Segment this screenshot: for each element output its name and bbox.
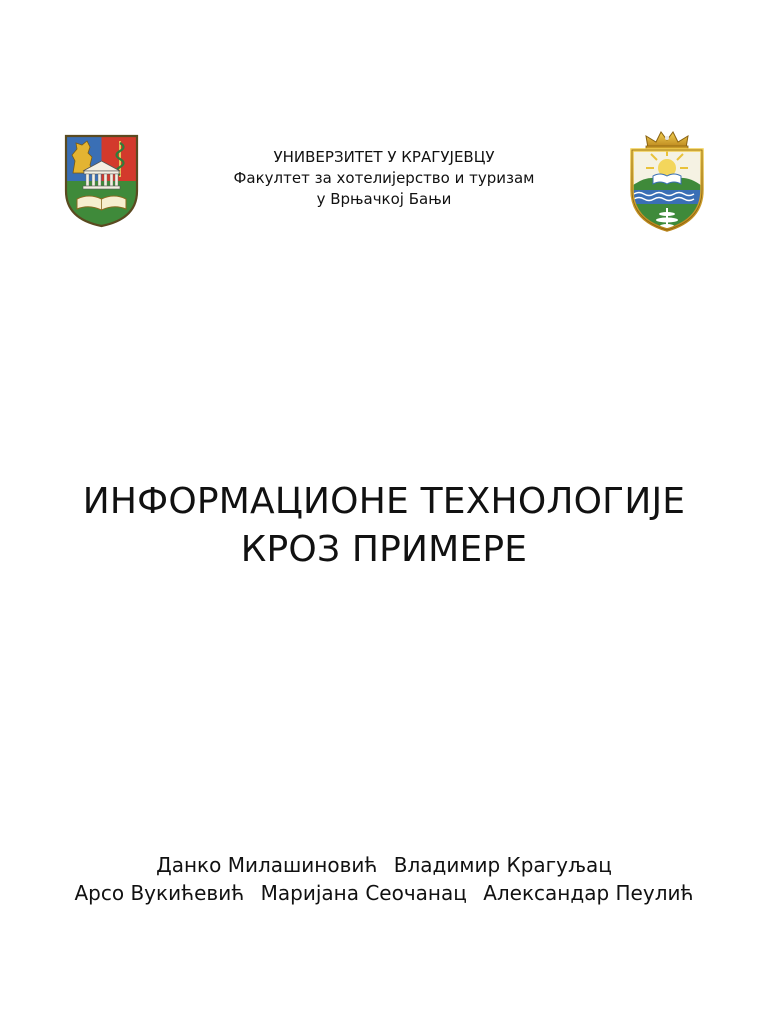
book-title [0,478,768,574]
faculty-crest-logo [626,128,708,234]
institution-header [150,147,618,210]
author-name: Данко Милашиновић [156,853,378,877]
author-name: Владимир Крагуљац [393,853,612,877]
book-title-line-2: КРОЗ ПРИМЕРЕ [240,529,528,570]
faculty-location: у Врњачкој Бањи [316,190,452,208]
university-crest-icon [63,133,140,229]
university-crest-logo [63,133,140,229]
authors-row-1 [0,851,768,879]
author-name: Арсо Вукићевић [74,881,245,905]
faculty-crest-icon [626,128,708,234]
university-name: УНИВЕРЗИТЕТ У КРАГУЈЕВЦУ [273,148,495,166]
authors-block [0,851,768,907]
author-name: Александар Пеулић [483,881,694,905]
faculty-name: Факултет за хотелијерство и туризам [233,169,535,187]
author-name: Маријана Сеочанац [260,881,467,905]
authors-row-2 [0,879,768,907]
book-title-line-1: ИНФОРМАЦИОНЕ ТЕХНОЛОГИЈЕ [82,481,686,522]
